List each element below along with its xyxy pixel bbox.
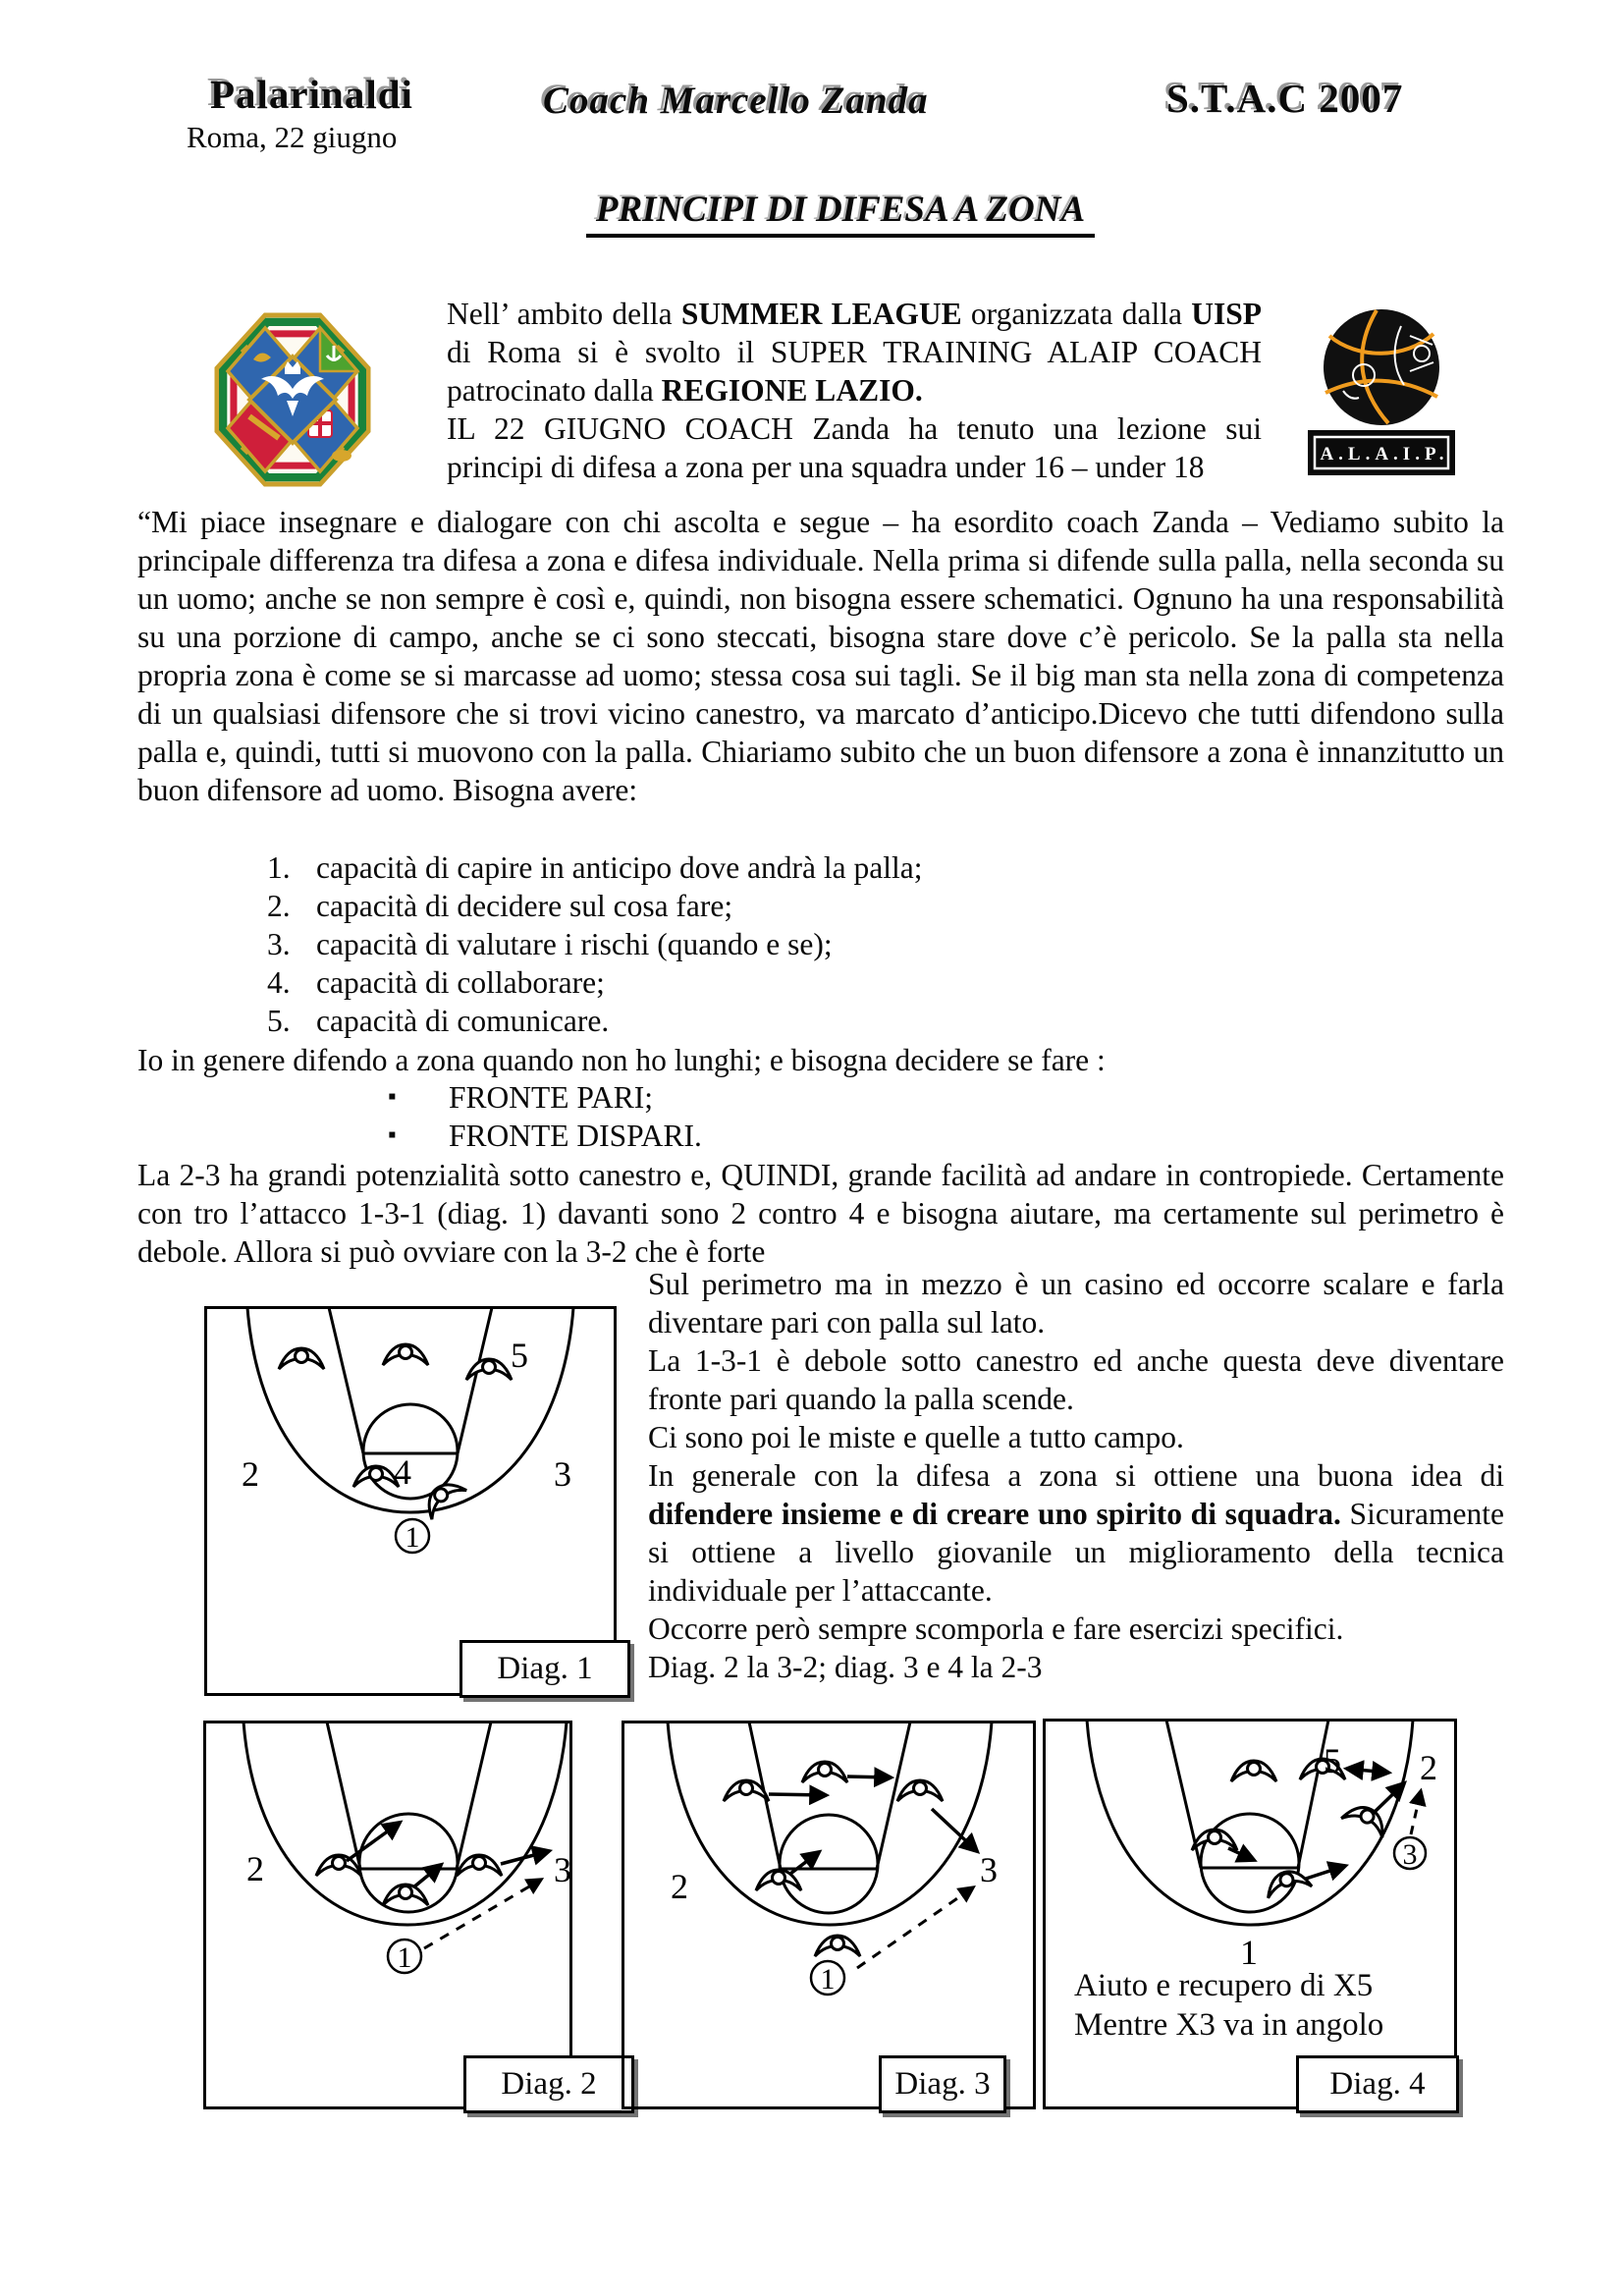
list-text: capacità di capire in anticipo dove andrà la palla; <box>316 850 923 885</box>
diagram-1-label: Diag. 1 <box>460 1640 630 1698</box>
rc-p4-pre: In generale con la difesa a zona si ottiene una buona idea di <box>648 1458 1504 1493</box>
list-item <box>267 1002 1445 1040</box>
caption-line-1: Aiuto e recupero di X5 <box>1074 1968 1374 2003</box>
diagram-4-caption <box>1074 1966 1383 2045</box>
title-row <box>0 189 1622 238</box>
intro-seg3: organizzata dalla <box>961 297 1192 331</box>
bullet-text: FRONTE PARI; <box>449 1080 654 1115</box>
player-2-label: 2 <box>671 1867 688 1906</box>
rc-p4-bold: difendere insieme e di creare uno spirito di squadra. <box>648 1497 1341 1531</box>
list-text: capacità di valutare i rischi (quando e se); <box>316 927 833 961</box>
list-text: capacità di comunicare. <box>316 1004 610 1038</box>
list-number: 2. <box>267 889 291 923</box>
court-diagram-1 <box>204 1306 617 1696</box>
diagram-2-label: Diag. 2 <box>463 2055 634 2113</box>
front-options-list <box>388 1078 1271 1155</box>
two-three-paragraph: La 2-3 ha grandi potenzialità sotto canestro e, QUINDI, grande facilità ad andare in contropiede. Certamente con tro l’attacco 1-3-1 (diag. 1) davanti sono 2 contro 4 e bisogna aiutare, ma certamente sul perimetro è debole. Allora si può ovviare con la 3-2 che è forte <box>137 1158 1504 1269</box>
player-5-label: 5 <box>511 1336 528 1375</box>
caption-line-2: Mentre X3 va in angolo <box>1074 2007 1384 2043</box>
list-number: 3. <box>267 927 291 961</box>
capability-list <box>267 848 1445 1040</box>
rc-paragraph-2: La 1-3-1 è debole sotto canestro ed anche questa deve diventare fronte pari quando la palla scende. <box>648 1343 1504 1416</box>
list-text: capacità di decidere sul cosa fare; <box>316 889 733 923</box>
date-line: Roma, 22 giugno <box>187 120 398 154</box>
diagram-4-label: Diag. 4 <box>1296 2055 1459 2113</box>
ball-handler-1-label: 1 <box>405 1521 420 1554</box>
court-diagram-2 <box>203 1721 572 2109</box>
player-3-label: 3 <box>1402 1838 1418 1871</box>
intro-uisp: UISP <box>1191 297 1262 331</box>
player-3-label: 3 <box>980 1850 998 1889</box>
court-diagram-3 <box>622 1721 1036 2109</box>
player-1-label: 1 <box>1240 1933 1258 1972</box>
regione-lazio-logo <box>214 312 371 492</box>
diagram-4 <box>1043 1719 1457 2109</box>
list-item <box>267 925 1445 963</box>
square-bullet-icon: ▪ <box>388 1122 397 1148</box>
list-number: 5. <box>267 1004 291 1038</box>
intro-seg1: Nell’ ambito della <box>447 297 681 331</box>
rc-paragraph-3: Ci sono poi le miste e quelle a tutto campo. <box>648 1420 1184 1454</box>
rc-paragraph-1: Sul perimetro ma in mezzo è un casino ed occorre scalare e farla diventare pari con palla sul lato. <box>648 1267 1504 1339</box>
diagram-2 <box>203 1721 597 2109</box>
bullet-item <box>388 1117 1271 1155</box>
player-2-label: 2 <box>242 1454 259 1494</box>
lazio-crest-icon <box>214 312 371 487</box>
venue-title: Palarinaldi <box>210 72 413 117</box>
player-5-label: 5 <box>1324 1741 1341 1780</box>
page-title: PRINCIPI DI DIFESA A ZONA <box>586 189 1095 238</box>
alaip-logo <box>1308 306 1455 484</box>
list-number: 1. <box>267 850 291 885</box>
diagram-3 <box>622 1721 1036 2109</box>
list-item <box>267 887 1445 925</box>
court-diagram-4 <box>1043 1719 1457 2109</box>
ball-handler-1-label: 1 <box>820 1963 836 1995</box>
rc-paragraph-5: Occorre però sempre scomporla e fare esercizi specifici. <box>648 1612 1344 1646</box>
intro-paragraph <box>447 295 1262 486</box>
player-2-label: 2 <box>246 1849 264 1888</box>
list-item <box>267 848 1445 887</box>
bullet-item <box>388 1078 1271 1117</box>
zone-choice-paragraph: Io in genere difendo a zona quando non ho lunghi; e bisogna decidere se fare : <box>137 1043 1106 1077</box>
diagram-1 <box>204 1306 617 1696</box>
rc-p4-post: Sicuramente si ottiene a livello giovanile un miglioramento della tecnica individuale per l’attaccante. <box>648 1497 1504 1608</box>
event-title: S.T.A.C 2007 <box>1166 76 1404 121</box>
ball-handler-1-label: 1 <box>397 1941 412 1974</box>
square-bullet-icon: ▪ <box>388 1084 397 1110</box>
alaip-label: A.L.A.I.P. <box>1320 444 1449 465</box>
intro-regione-lazio: REGIONE LAZIO. <box>661 373 923 408</box>
intro-line2: IL 22 GIUGNO COACH Zanda ha tenuto una lezione sui principi di difesa a zona per una squadra under 16 – under 18 <box>447 411 1262 484</box>
player-3-label: 3 <box>554 1850 571 1889</box>
player-2-label: 2 <box>1420 1748 1437 1787</box>
list-text: capacità di collaborare; <box>316 965 605 1000</box>
list-item <box>267 963 1445 1002</box>
intro-seg5: di Roma si è svolto il SUPER TRAINING ALAIP COACH patrocinato dalla <box>447 335 1262 408</box>
player-3-label: 3 <box>554 1454 571 1494</box>
bullet-text: FRONTE DISPARI. <box>449 1119 702 1153</box>
alaip-basketball-icon <box>1308 306 1455 479</box>
coach-title: Coach Marcello Zanda <box>543 80 929 122</box>
right-column <box>648 1265 1504 1686</box>
main-paragraph: “Mi piace insegnare e dialogare con chi ascolta e segue – ha esordito coach Zanda – Vediamo subito la principale differenza tra difesa a zona e difesa individuale. Nella prima si difende sulla palla, nella seconda su un uomo; anche se non sempre è così e, quindi, non bisogna essere schematici. Ognuno ha una responsabilità su una porzione di campo, anche se ci sono steccati, bisogna stare dove c’è pericolo. Se la palla sta nella propria zona è come se si marcasse ad uomo; stessa cosa sui tagli. Se il big man sta nella zona di competenza di un qualsiasi difensore che si trovi vicino canestro, va marcato d’anticipo.Dicevo che tutti difendono sulla palla e, quindi, tutti si muovono con la palla. Chiariamo subito che un buon difensore a zona è innanzitutto un buon difensore ad uomo. Bisogna avere: <box>137 505 1504 807</box>
rc-paragraph-4 <box>648 1456 1504 1610</box>
intro-summer-league: SUMMER LEAGUE <box>680 297 962 331</box>
list-number: 4. <box>267 965 291 1000</box>
header-left <box>187 71 413 155</box>
rc-paragraph-6: Diag. 2 la 3-2; diag. 3 e 4 la 2-3 <box>648 1650 1043 1684</box>
player-4-label: 4 <box>394 1452 411 1492</box>
diagram-3-label: Diag. 3 <box>879 2055 1006 2113</box>
